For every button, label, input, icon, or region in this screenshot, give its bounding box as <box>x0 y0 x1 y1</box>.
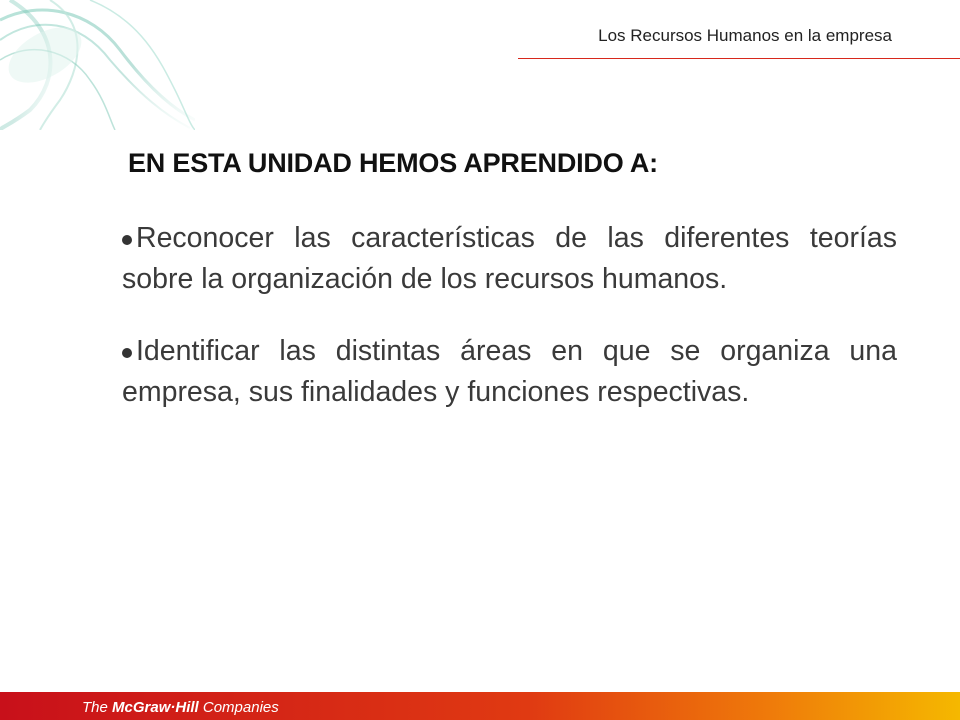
bullet-dot-icon <box>122 235 132 245</box>
bullet-text: Reconocer las características de las diferentes teorías sobre la organización de los recursos humanos. <box>122 222 897 295</box>
header-divider <box>518 58 960 59</box>
logo-prefix: The <box>82 699 113 716</box>
teal-swirl-graphic <box>0 0 195 130</box>
bullet-text: Identificar las distintas áreas en que se organiza una empresa, sus finalidades y funciones respectivas. <box>122 335 897 408</box>
header-title: Los Recursos Humanos en la empresa <box>598 26 892 45</box>
logo-suffix: Companies <box>198 699 279 716</box>
logo-brand: McGraw·Hill <box>112 699 199 716</box>
bullet-item <box>122 331 897 413</box>
section-heading: EN ESTA UNIDAD HEMOS APRENDIDO A: <box>128 148 658 178</box>
bullet-item <box>122 218 897 300</box>
publisher-logo <box>82 699 279 716</box>
bullet-dot-icon <box>122 348 132 358</box>
bullet-list <box>122 218 897 444</box>
